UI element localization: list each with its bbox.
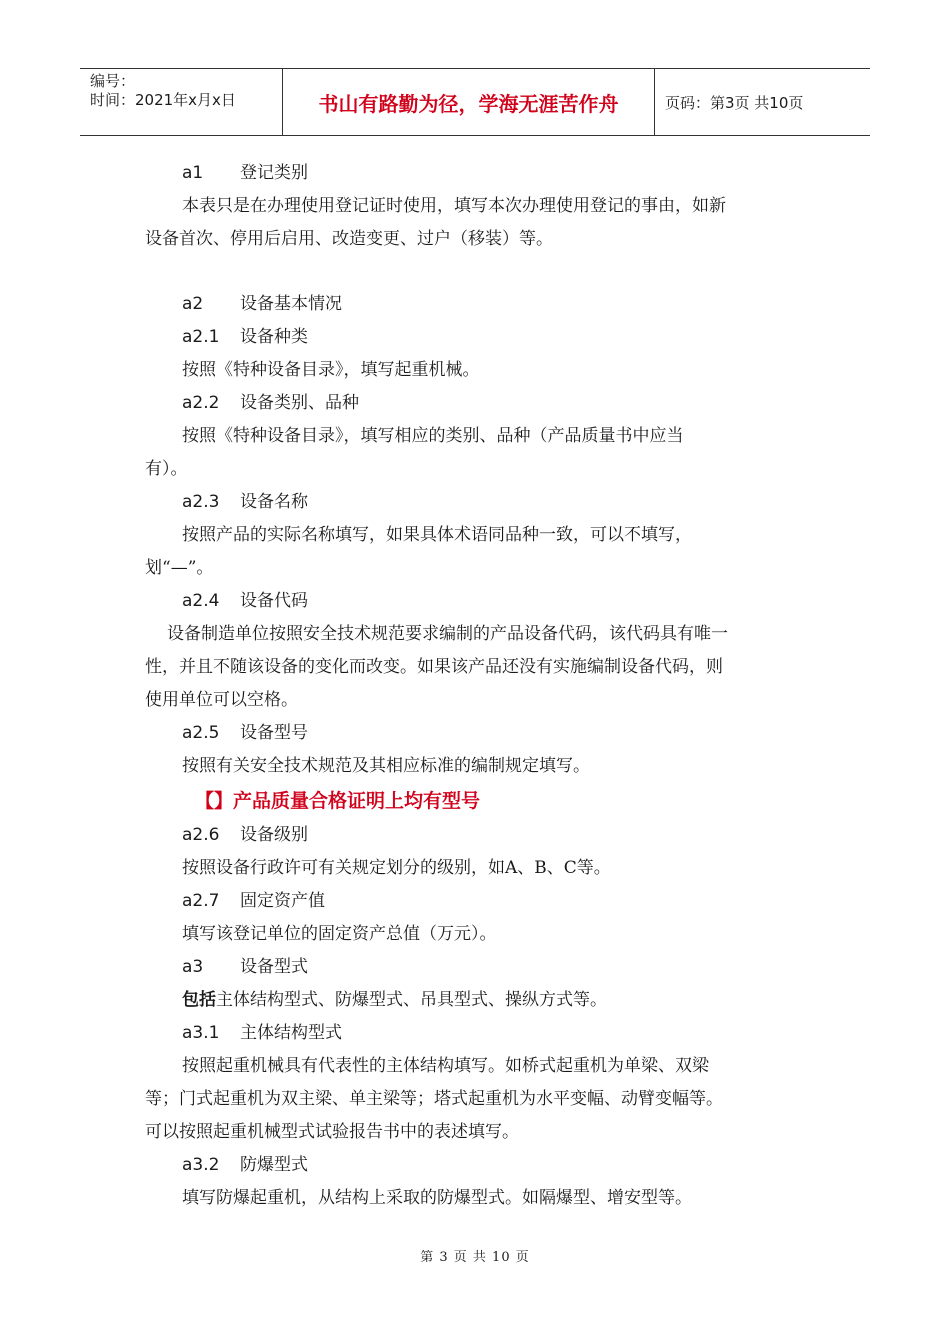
page-header (80, 68, 870, 136)
section-heading-a3-2 (145, 1149, 810, 1182)
section-title: 固定资产值 (240, 891, 325, 911)
header-page-info: 页码：第3页 共10页 (665, 93, 804, 112)
section-number: a2.3 (182, 492, 220, 512)
section-number: a3.2 (182, 1155, 220, 1175)
section-number: a3 (182, 957, 204, 977)
paragraph: 可以按照起重机械型式试验报告书中的表述填写。 (145, 1122, 519, 1142)
paragraph: 设备首次、停用后启用、改造变更、过户（移装）等。 (145, 229, 553, 249)
section-number: a2.7 (182, 891, 220, 911)
paragraph: 本表只是在办理使用登记证时使用，填写本次办理使用登记的事由，如新 (182, 196, 726, 216)
section-title: 主体结构型式 (240, 1023, 342, 1043)
section-title: 设备类别、品种 (240, 393, 359, 413)
paragraph-lead: 包括 (182, 990, 216, 1010)
section-title: 设备级别 (240, 825, 308, 845)
section-heading-a3 (145, 951, 810, 984)
section-heading-a2-2 (145, 387, 810, 420)
section-heading-a2-6 (145, 819, 810, 852)
section-title: 设备型式 (240, 957, 308, 977)
section-number: a2.2 (182, 393, 220, 413)
paragraph: 按照《特种设备目录》，填写相应的类别、品种（产品质量书中应当 (182, 426, 684, 446)
section-heading-a3-1 (145, 1017, 810, 1050)
page-footer: 第 3 页 共 10 页 (420, 1250, 530, 1265)
section-heading-a2-7 (145, 885, 810, 918)
section-title: 设备型号 (240, 723, 308, 743)
section-title: 设备代码 (240, 591, 308, 611)
paragraph (145, 984, 810, 1017)
section-number: a1 (182, 163, 204, 183)
paragraph: 按照产品的实际名称填写，如果具体术语同品种一致，可以不填写， (182, 525, 692, 545)
header-motto: 书山有路勤为径，学海无涯苦作舟 (283, 69, 655, 135)
section-title: 设备基本情况 (240, 294, 342, 314)
paragraph-text: 主体结构型式、防爆型式、吊具型式、操纵方式等。 (216, 990, 607, 1010)
header-time-label: 时间：2021年x月x日 (90, 91, 236, 109)
paragraph: 按照起重机械具有代表性的主体结构填写。如桥式起重机为单梁、双梁 (182, 1056, 709, 1076)
paragraph: 性，并且不随该设备的变化而改变。如果该产品还没有实施编制设备代码，则 (145, 657, 723, 677)
paragraph: 按照有关安全技术规范及其相应标准的编制规定填写。 (182, 756, 590, 776)
section-number: a3.1 (182, 1023, 220, 1043)
paragraph: 按照设备行政许可有关规定划分的级别，如A、B、C等。 (182, 858, 611, 878)
red-note-heading: 【】产品质量合格证明上均有型号 (195, 790, 481, 812)
section-number: a2.4 (182, 591, 220, 611)
section-title: 设备名称 (240, 492, 308, 512)
section-heading-a2 (145, 288, 810, 321)
section-heading-a2-3 (145, 486, 810, 519)
paragraph: 等；门式起重机为双主梁、单主梁等；塔式起重机为水平变幅、动臂变幅等。 (145, 1089, 723, 1109)
section-heading-a2-5 (145, 717, 810, 750)
section-title: 防爆型式 (240, 1155, 308, 1175)
paragraph: 按照《特种设备目录》，填写起重机械。 (182, 360, 480, 380)
section-number: a2.5 (182, 723, 220, 743)
section-title: 设备种类 (240, 327, 308, 347)
section-heading-a2-4 (145, 585, 810, 618)
paragraph: 划“—”。 (145, 558, 214, 578)
section-number: a2.1 (182, 327, 220, 347)
section-heading-a1 (145, 157, 810, 190)
header-meta (80, 69, 283, 135)
paragraph: 填写该登记单位的固定资产总值（万元）。 (182, 924, 497, 944)
paragraph: 设备制造单位按照安全技术规范要求编制的产品设备代码，该代码具有唯一 (167, 624, 728, 644)
section-heading-a2-1 (145, 321, 810, 354)
paragraph: 填写防爆起重机，从结构上采取的防爆型式。如隔爆型、增安型等。 (182, 1188, 692, 1208)
document-body (145, 157, 810, 1215)
paragraph: 有）。 (145, 459, 188, 479)
spacer (145, 256, 810, 288)
header-number-label: 编号： (90, 72, 136, 90)
section-number: a2.6 (182, 825, 220, 845)
section-number: a2 (182, 294, 204, 314)
paragraph: 使用单位可以空格。 (145, 690, 298, 710)
section-title: 登记类别 (240, 163, 308, 183)
